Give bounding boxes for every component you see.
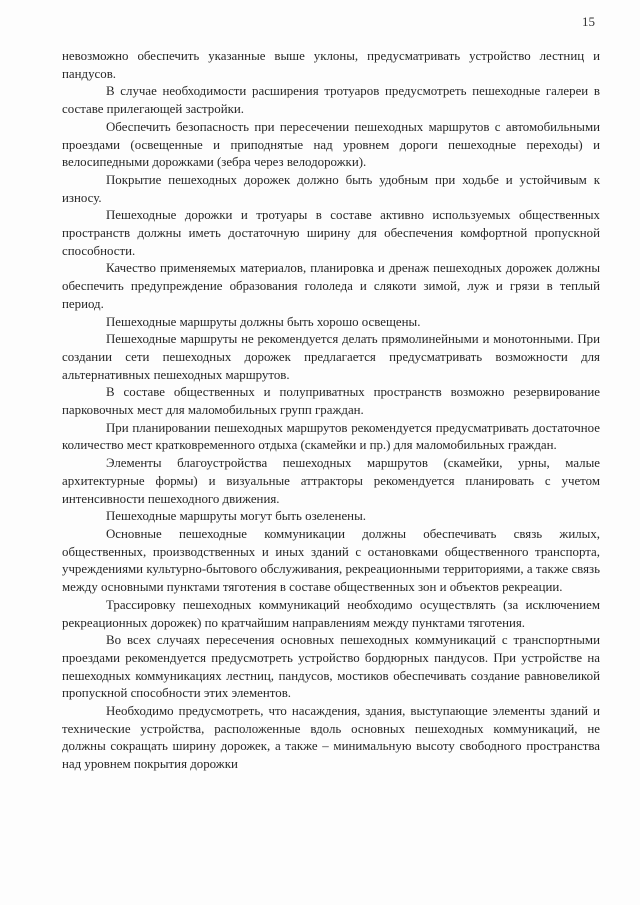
paragraph-3: Обеспечить безопасность при пересечении пешеходных маршрутов с автомобильными проездами (освещенные и приподнятые над уровнем дороги пешеходные переходы) и велосипедными дорожками (зебра через велодорожки). — [62, 119, 600, 170]
paragraph-15: Во всех случаях пересечения основных пешеходных коммуникаций с транспортными проездами рекомендуется предусмотреть устройство бордюрных пандусов. При устройстве на пешеходных коммуникациях лестниц, пандусов, мостиков обеспечивать создание равновеликой пропускной способности этих элементов. — [62, 633, 600, 701]
paragraph-14: Трассировку пешеходных коммуникаций необходимо осуществлять (за исключением рекреационных дорожек) по кратчайшим направлениям между пунктами тяготения. — [62, 597, 600, 630]
paragraph-8: Пешеходные маршруты не рекомендуется делать прямолинейными и монотонными. При создании сети пешеходных дорожек предлагается предусматривать возможности для альтернативных пешеходных маршрутов. — [62, 332, 600, 382]
paragraph-2: В случае необходимости расширения тротуаров предусмотреть пешеходные галереи в составе прилегающей застройки. — [62, 84, 600, 117]
paragraph-7: Пешеходные маршруты должны быть хорошо освещены. — [106, 314, 421, 329]
paragraph-13: Основные пешеходные коммуникации должны обеспечивать связь жилых, общественных, производственных и иных зданий с остановками общественного транспорта, учреждениями культурно-бытового обслуживания, рекреационными территориями, а также связь между основными пунктами тяготения в составе общественных зон и объектов рекреации. — [62, 526, 600, 595]
paragraph-5: Пешеходные дорожки и тротуары в составе активно используемых общественных пространств должны иметь достаточную ширину для обеспечения комфортной пропускной способности. — [62, 208, 600, 258]
paragraph-6: Качество применяемых материалов, планировка и дренаж пешеходных дорожек должны обеспечить предупреждение образования гололеда и слякоти зимой, луж и грязи в теплый период. — [62, 261, 600, 311]
document-body — [62, 48, 600, 774]
paragraph-10: При планировании пешеходных маршрутов рекомендуется предусматривать достаточное количество мест кратковременного отдыха (скамейки и пр.) для маломобильных граждан. — [62, 420, 600, 453]
paragraph-1: невозможно обеспечить указанные выше уклоны, предусматривать устройство лестниц и пандусов. — [62, 49, 600, 81]
paragraph-16: Необходимо предусмотреть, что насаждения, здания, выступающие элементы зданий и технические устройства, расположенные вдоль основных пешеходных коммуникаций, не должны сокращать ширину дорожек, а также – минимальную высоту свободного пространства над уровнем покрытия дорожки — [62, 704, 600, 772]
paragraph-12: Пешеходные маршруты могут быть озеленены. — [106, 509, 366, 524]
paragraph-11: Элементы благоустройства пешеходных маршрутов (скамейки, урны, малые архитектурные формы) и визуальные аттракторы рекомендуется планировать с учетом интенсивности пешеходного движения. — [62, 456, 600, 506]
paragraph-9: В составе общественных и полуприватных пространств возможно резервирование парковочных мест для маломобильных групп граждан. — [62, 385, 600, 418]
page-number: 15 — [582, 14, 595, 29]
paragraph-4: Покрытие пешеходных дорожек должно быть удобным при ходьбе и устойчивым к износу. — [62, 172, 600, 205]
